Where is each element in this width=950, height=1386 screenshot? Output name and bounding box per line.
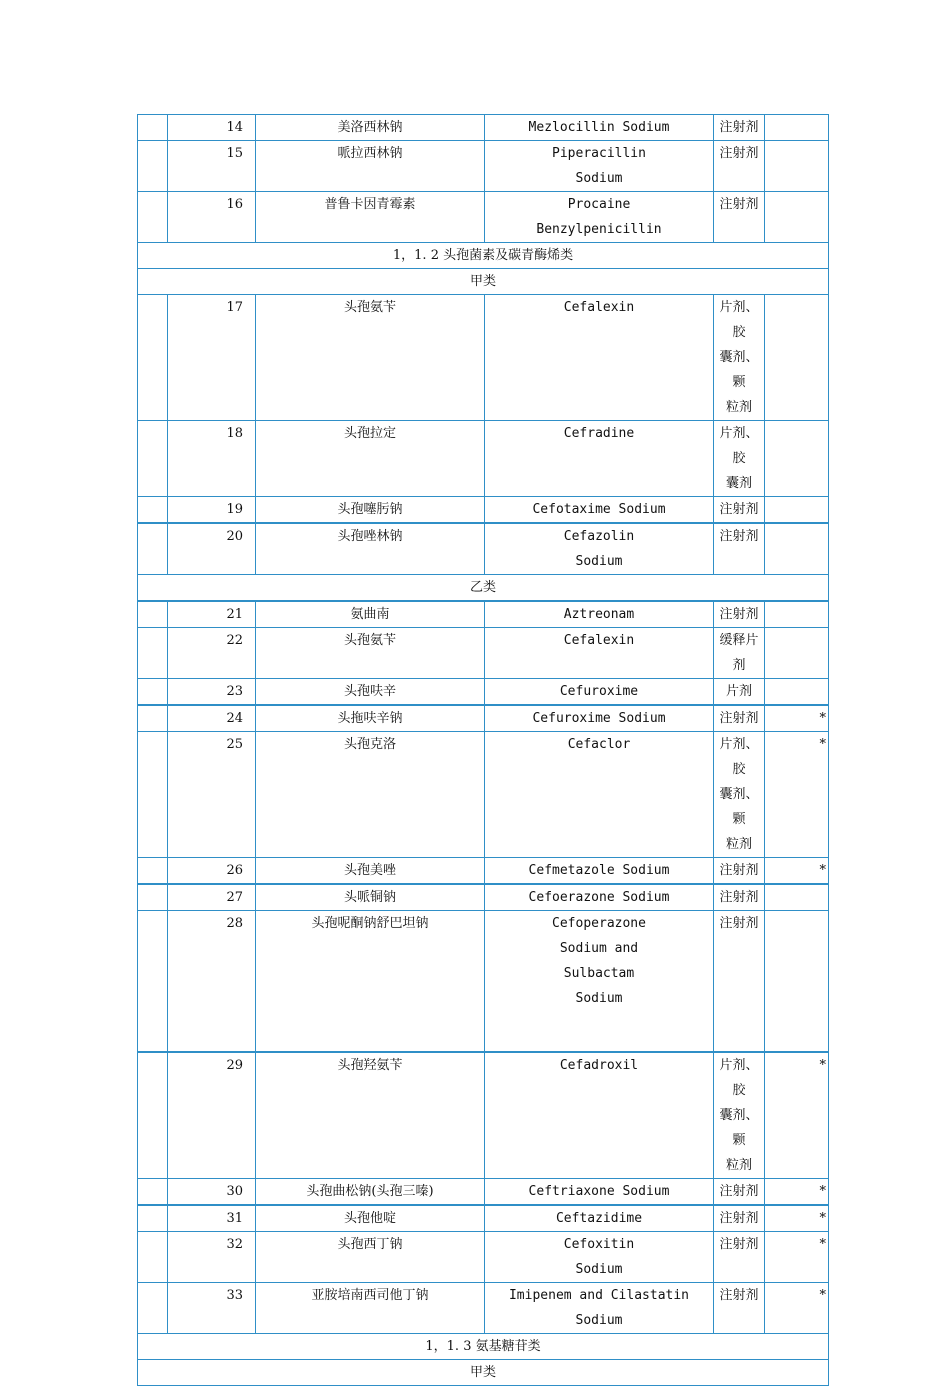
dosage-form-line: 注射剂 xyxy=(719,1287,759,1303)
dosage-form-line: 注射剂 xyxy=(719,1183,759,1199)
blank-cell xyxy=(138,705,168,732)
remark-mark: * xyxy=(765,1052,829,1179)
dosage-form xyxy=(714,911,765,1052)
drug-name-english xyxy=(485,1282,714,1333)
dosage-form xyxy=(714,497,765,524)
drug-name-english xyxy=(485,732,714,858)
blank-cell xyxy=(138,192,168,243)
drug-name-english xyxy=(485,1178,714,1205)
section-header-label: 甲类 xyxy=(138,269,829,295)
table-row xyxy=(138,295,829,421)
drug-name-chinese: 美洛西林钠 xyxy=(256,115,485,141)
remark-mark: * xyxy=(765,1178,829,1205)
section-header-row xyxy=(138,1359,829,1385)
dosage-form xyxy=(714,1282,765,1333)
drug-name-english xyxy=(485,141,714,192)
item-number: 14 xyxy=(168,115,256,141)
dosage-form xyxy=(714,1231,765,1282)
dosage-form xyxy=(714,732,765,858)
section-header-label: 乙类 xyxy=(138,575,829,602)
drug-name-english-line: Cefmetazole Sodium xyxy=(528,863,670,878)
drug-name-english-line: Imipenem and Cilastatin xyxy=(508,1287,689,1303)
dosage-form xyxy=(714,523,765,575)
table-row xyxy=(138,141,829,192)
drug-name-english-line: Cefoperazone xyxy=(552,916,646,931)
drug-name-english-line: Cefuroxime xyxy=(559,684,639,699)
blank-cell xyxy=(138,884,168,911)
drug-name-english-line: Cefadroxil xyxy=(559,1057,639,1073)
drug-name-english xyxy=(485,601,714,628)
dosage-form xyxy=(714,705,765,732)
drug-name-english-line: Cefalexin xyxy=(563,300,635,315)
item-number: 27 xyxy=(168,884,256,911)
blank-cell xyxy=(138,628,168,679)
drug-name-english-line: Cefaclor xyxy=(567,737,631,752)
item-number: 33 xyxy=(168,1282,256,1333)
drug-name-english xyxy=(485,1205,714,1232)
section-header-row xyxy=(138,269,829,295)
item-number: 15 xyxy=(168,141,256,192)
table-row xyxy=(138,115,829,141)
drug-name-chinese: 头孢氨苄 xyxy=(256,295,485,421)
drug-name-english-line: Sodium xyxy=(575,991,623,1006)
dosage-form-line: 注射剂 xyxy=(719,146,759,161)
section-header-label: 1，1. 2 头孢菌素及碳青酶烯类 xyxy=(138,243,829,269)
dosage-form-line: 粒剂 xyxy=(725,400,752,415)
blank-cell xyxy=(138,497,168,524)
item-number: 30 xyxy=(168,1178,256,1205)
blank-cell xyxy=(138,679,168,706)
table-row xyxy=(138,1282,829,1333)
remark-mark xyxy=(765,523,829,575)
drug-name-chinese: 头孢美唑 xyxy=(256,858,485,885)
drug-name-chinese: 头孢噻肟钠 xyxy=(256,497,485,524)
drug-name-chinese: 头孢拉定 xyxy=(256,421,485,497)
dosage-form-line: 剂 xyxy=(732,658,746,673)
drug-name-chinese: 头孢呋辛 xyxy=(256,679,485,706)
table-row xyxy=(138,911,829,1052)
table-row xyxy=(138,705,829,732)
item-number: 19 xyxy=(168,497,256,524)
remark-mark: * xyxy=(765,1205,829,1232)
dosage-form-line: 注射剂 xyxy=(719,120,759,135)
dosage-form xyxy=(714,295,765,421)
remark-mark: * xyxy=(765,1282,829,1333)
remark-mark xyxy=(765,141,829,192)
dosage-form-line: 注射剂 xyxy=(719,1210,759,1226)
dosage-form-line: 粒剂 xyxy=(725,837,752,852)
remark-mark xyxy=(765,497,829,524)
drug-name-chinese: 头孢他啶 xyxy=(256,1205,485,1232)
table-row xyxy=(138,523,829,575)
drug-name-chinese: 头孢曲松钠(头孢三嗪) xyxy=(256,1178,485,1205)
drug-name-english xyxy=(485,705,714,732)
drug-name-english xyxy=(485,911,714,1052)
item-number: 32 xyxy=(168,1231,256,1282)
dosage-form-line: 片剂、胶 xyxy=(719,1057,759,1098)
dosage-form xyxy=(714,115,765,141)
dosage-form-line: 注射剂 xyxy=(719,502,759,517)
drug-name-english xyxy=(485,628,714,679)
drug-name-chinese: 普鲁卡因青霉素 xyxy=(256,192,485,243)
drug-name-chinese: 哌拉西林钠 xyxy=(256,141,485,192)
table-row xyxy=(138,628,829,679)
drug-name-english xyxy=(485,858,714,885)
item-number: 25 xyxy=(168,732,256,858)
remark-mark xyxy=(765,421,829,497)
section-header-row xyxy=(138,243,829,269)
item-number: 28 xyxy=(168,911,256,1052)
dosage-form-line: 注射剂 xyxy=(719,890,759,905)
item-number: 31 xyxy=(168,1205,256,1232)
table-row xyxy=(138,1231,829,1282)
item-number: 22 xyxy=(168,628,256,679)
drug-name-chinese: 头孢西丁钠 xyxy=(256,1231,485,1282)
drug-catalog-body xyxy=(138,115,829,1386)
drug-name-chinese: 亚胺培南西司他丁钠 xyxy=(256,1282,485,1333)
remark-mark xyxy=(765,911,829,1052)
drug-name-chinese: 头孢羟氨苄 xyxy=(256,1052,485,1179)
remark-mark xyxy=(765,884,829,911)
drug-name-english-line: Sulbactam xyxy=(563,966,635,981)
drug-name-english xyxy=(485,497,714,524)
blank-cell xyxy=(138,523,168,575)
drug-name-chinese: 头孢唑林钠 xyxy=(256,523,485,575)
drug-name-english-line: Sodium xyxy=(575,1261,623,1277)
drug-name-chinese: 头孢呢酮钠舒巴坦钠 xyxy=(256,911,485,1052)
dosage-form-line: 注射剂 xyxy=(719,529,759,544)
table-row xyxy=(138,601,829,628)
dosage-form xyxy=(714,1052,765,1179)
remark-mark: * xyxy=(765,732,829,858)
remark-mark: * xyxy=(765,705,829,732)
item-number: 21 xyxy=(168,601,256,628)
drug-name-english xyxy=(485,115,714,141)
blank-cell xyxy=(138,732,168,858)
dosage-form-line: 粒剂 xyxy=(725,1157,752,1173)
drug-name-english-line: Cefazolin xyxy=(563,529,635,544)
table-row xyxy=(138,1052,829,1179)
section-header-row xyxy=(138,1333,829,1359)
drug-name-english-line: Cefoxitin xyxy=(563,1236,635,1252)
blank-cell xyxy=(138,911,168,1052)
dosage-form xyxy=(714,628,765,679)
drug-name-english-line: Procaine xyxy=(567,197,631,212)
dosage-form-line: 囊剂、颗 xyxy=(719,787,759,827)
dosage-form-line: 缓释片 xyxy=(719,633,759,648)
dosage-form-line: 注射剂 xyxy=(719,607,759,622)
dosage-form xyxy=(714,858,765,885)
dosage-form xyxy=(714,601,765,628)
dosage-form-line: 注射剂 xyxy=(719,1236,759,1252)
drug-name-english-line: Aztreonam xyxy=(563,607,635,622)
drug-name-english xyxy=(485,1231,714,1282)
section-header-label: 1，1. 3 氨基糖苷类 xyxy=(138,1333,829,1359)
blank-cell xyxy=(138,1205,168,1232)
drug-name-english xyxy=(485,421,714,497)
drug-name-english-line: Ceftriaxone Sodium xyxy=(528,1183,670,1199)
drug-name-english xyxy=(485,523,714,575)
drug-name-english-line: Ceftazidime xyxy=(555,1210,643,1226)
remark-mark xyxy=(765,628,829,679)
drug-name-english-line: Cefotaxime Sodium xyxy=(532,502,666,517)
dosage-form xyxy=(714,1205,765,1232)
drug-catalog-table xyxy=(137,114,829,1386)
dosage-form-line: 片剂 xyxy=(725,684,752,699)
item-number: 20 xyxy=(168,523,256,575)
drug-name-english xyxy=(485,679,714,706)
drug-name-english-line: Sodium and xyxy=(559,941,639,956)
table-row xyxy=(138,421,829,497)
drug-name-english xyxy=(485,1052,714,1179)
dosage-form xyxy=(714,679,765,706)
item-number: 24 xyxy=(168,705,256,732)
item-number: 26 xyxy=(168,858,256,885)
drug-name-english-line: Sodium xyxy=(575,554,623,569)
blank-cell xyxy=(138,1052,168,1179)
remark-mark xyxy=(765,115,829,141)
blank-cell xyxy=(138,1231,168,1282)
drug-name-chinese: 氨曲南 xyxy=(256,601,485,628)
item-number: 29 xyxy=(168,1052,256,1179)
blank-cell xyxy=(138,141,168,192)
drug-name-english-line: Cefalexin xyxy=(563,633,635,648)
drug-name-english-line: Cefoerazone Sodium xyxy=(528,890,670,905)
blank-cell xyxy=(138,858,168,885)
dosage-form xyxy=(714,141,765,192)
dosage-form-line: 囊剂 xyxy=(725,476,752,491)
drug-name-chinese: 头拖呋辛钠 xyxy=(256,705,485,732)
dosage-form xyxy=(714,884,765,911)
remark-mark xyxy=(765,601,829,628)
drug-name-english-line: Cefradine xyxy=(563,426,635,441)
drug-name-english-line: Mezlocillin Sodium xyxy=(528,120,670,135)
dosage-form-line: 片剂、胶 xyxy=(719,737,759,777)
section-header-row xyxy=(138,575,829,602)
item-number: 23 xyxy=(168,679,256,706)
drug-name-english xyxy=(485,884,714,911)
dosage-form xyxy=(714,192,765,243)
remark-mark xyxy=(765,295,829,421)
dosage-form-line: 片剂、胶 xyxy=(719,426,759,466)
blank-cell xyxy=(138,1282,168,1333)
drug-name-english-line: Benzylpenicillin xyxy=(536,222,662,237)
drug-name-english-line: Sodium xyxy=(575,171,623,186)
table-row xyxy=(138,732,829,858)
dosage-form-line: 注射剂 xyxy=(719,197,759,212)
remark-mark xyxy=(765,679,829,706)
table-row xyxy=(138,884,829,911)
blank-cell xyxy=(138,601,168,628)
table-row xyxy=(138,1205,829,1232)
item-number: 16 xyxy=(168,192,256,243)
dosage-form-line: 注射剂 xyxy=(719,711,759,726)
drug-name-english xyxy=(485,295,714,421)
dosage-form-line: 注射剂 xyxy=(719,916,759,931)
table-row xyxy=(138,858,829,885)
remark-mark: * xyxy=(765,858,829,885)
dosage-form-line: 注射剂 xyxy=(719,863,759,878)
dosage-form-line: 囊剂、颗 xyxy=(719,1107,759,1148)
blank-cell xyxy=(138,1178,168,1205)
item-number: 17 xyxy=(168,295,256,421)
drug-name-chinese: 头孢克洛 xyxy=(256,732,485,858)
blank-cell xyxy=(138,295,168,421)
drug-name-english xyxy=(485,192,714,243)
table-row xyxy=(138,679,829,706)
section-header-label: 甲类 xyxy=(138,1359,829,1385)
blank-cell xyxy=(138,115,168,141)
remark-mark: * xyxy=(765,1231,829,1282)
drug-name-english-line: Cefuroxime Sodium xyxy=(532,711,666,726)
dosage-form-line: 片剂、胶 xyxy=(719,300,759,340)
drug-name-english-line: Sodium xyxy=(575,1312,623,1328)
drug-name-english-line: Piperacillin xyxy=(552,146,646,161)
table-row xyxy=(138,1178,829,1205)
remark-mark xyxy=(765,192,829,243)
dosage-form-line: 囊剂、颗 xyxy=(719,350,759,390)
drug-name-chinese: 头孢氨苄 xyxy=(256,628,485,679)
table-row xyxy=(138,497,829,524)
drug-name-chinese: 头哌铜钠 xyxy=(256,884,485,911)
item-number: 18 xyxy=(168,421,256,497)
table-row xyxy=(138,192,829,243)
dosage-form xyxy=(714,1178,765,1205)
dosage-form xyxy=(714,421,765,497)
blank-cell xyxy=(138,421,168,497)
